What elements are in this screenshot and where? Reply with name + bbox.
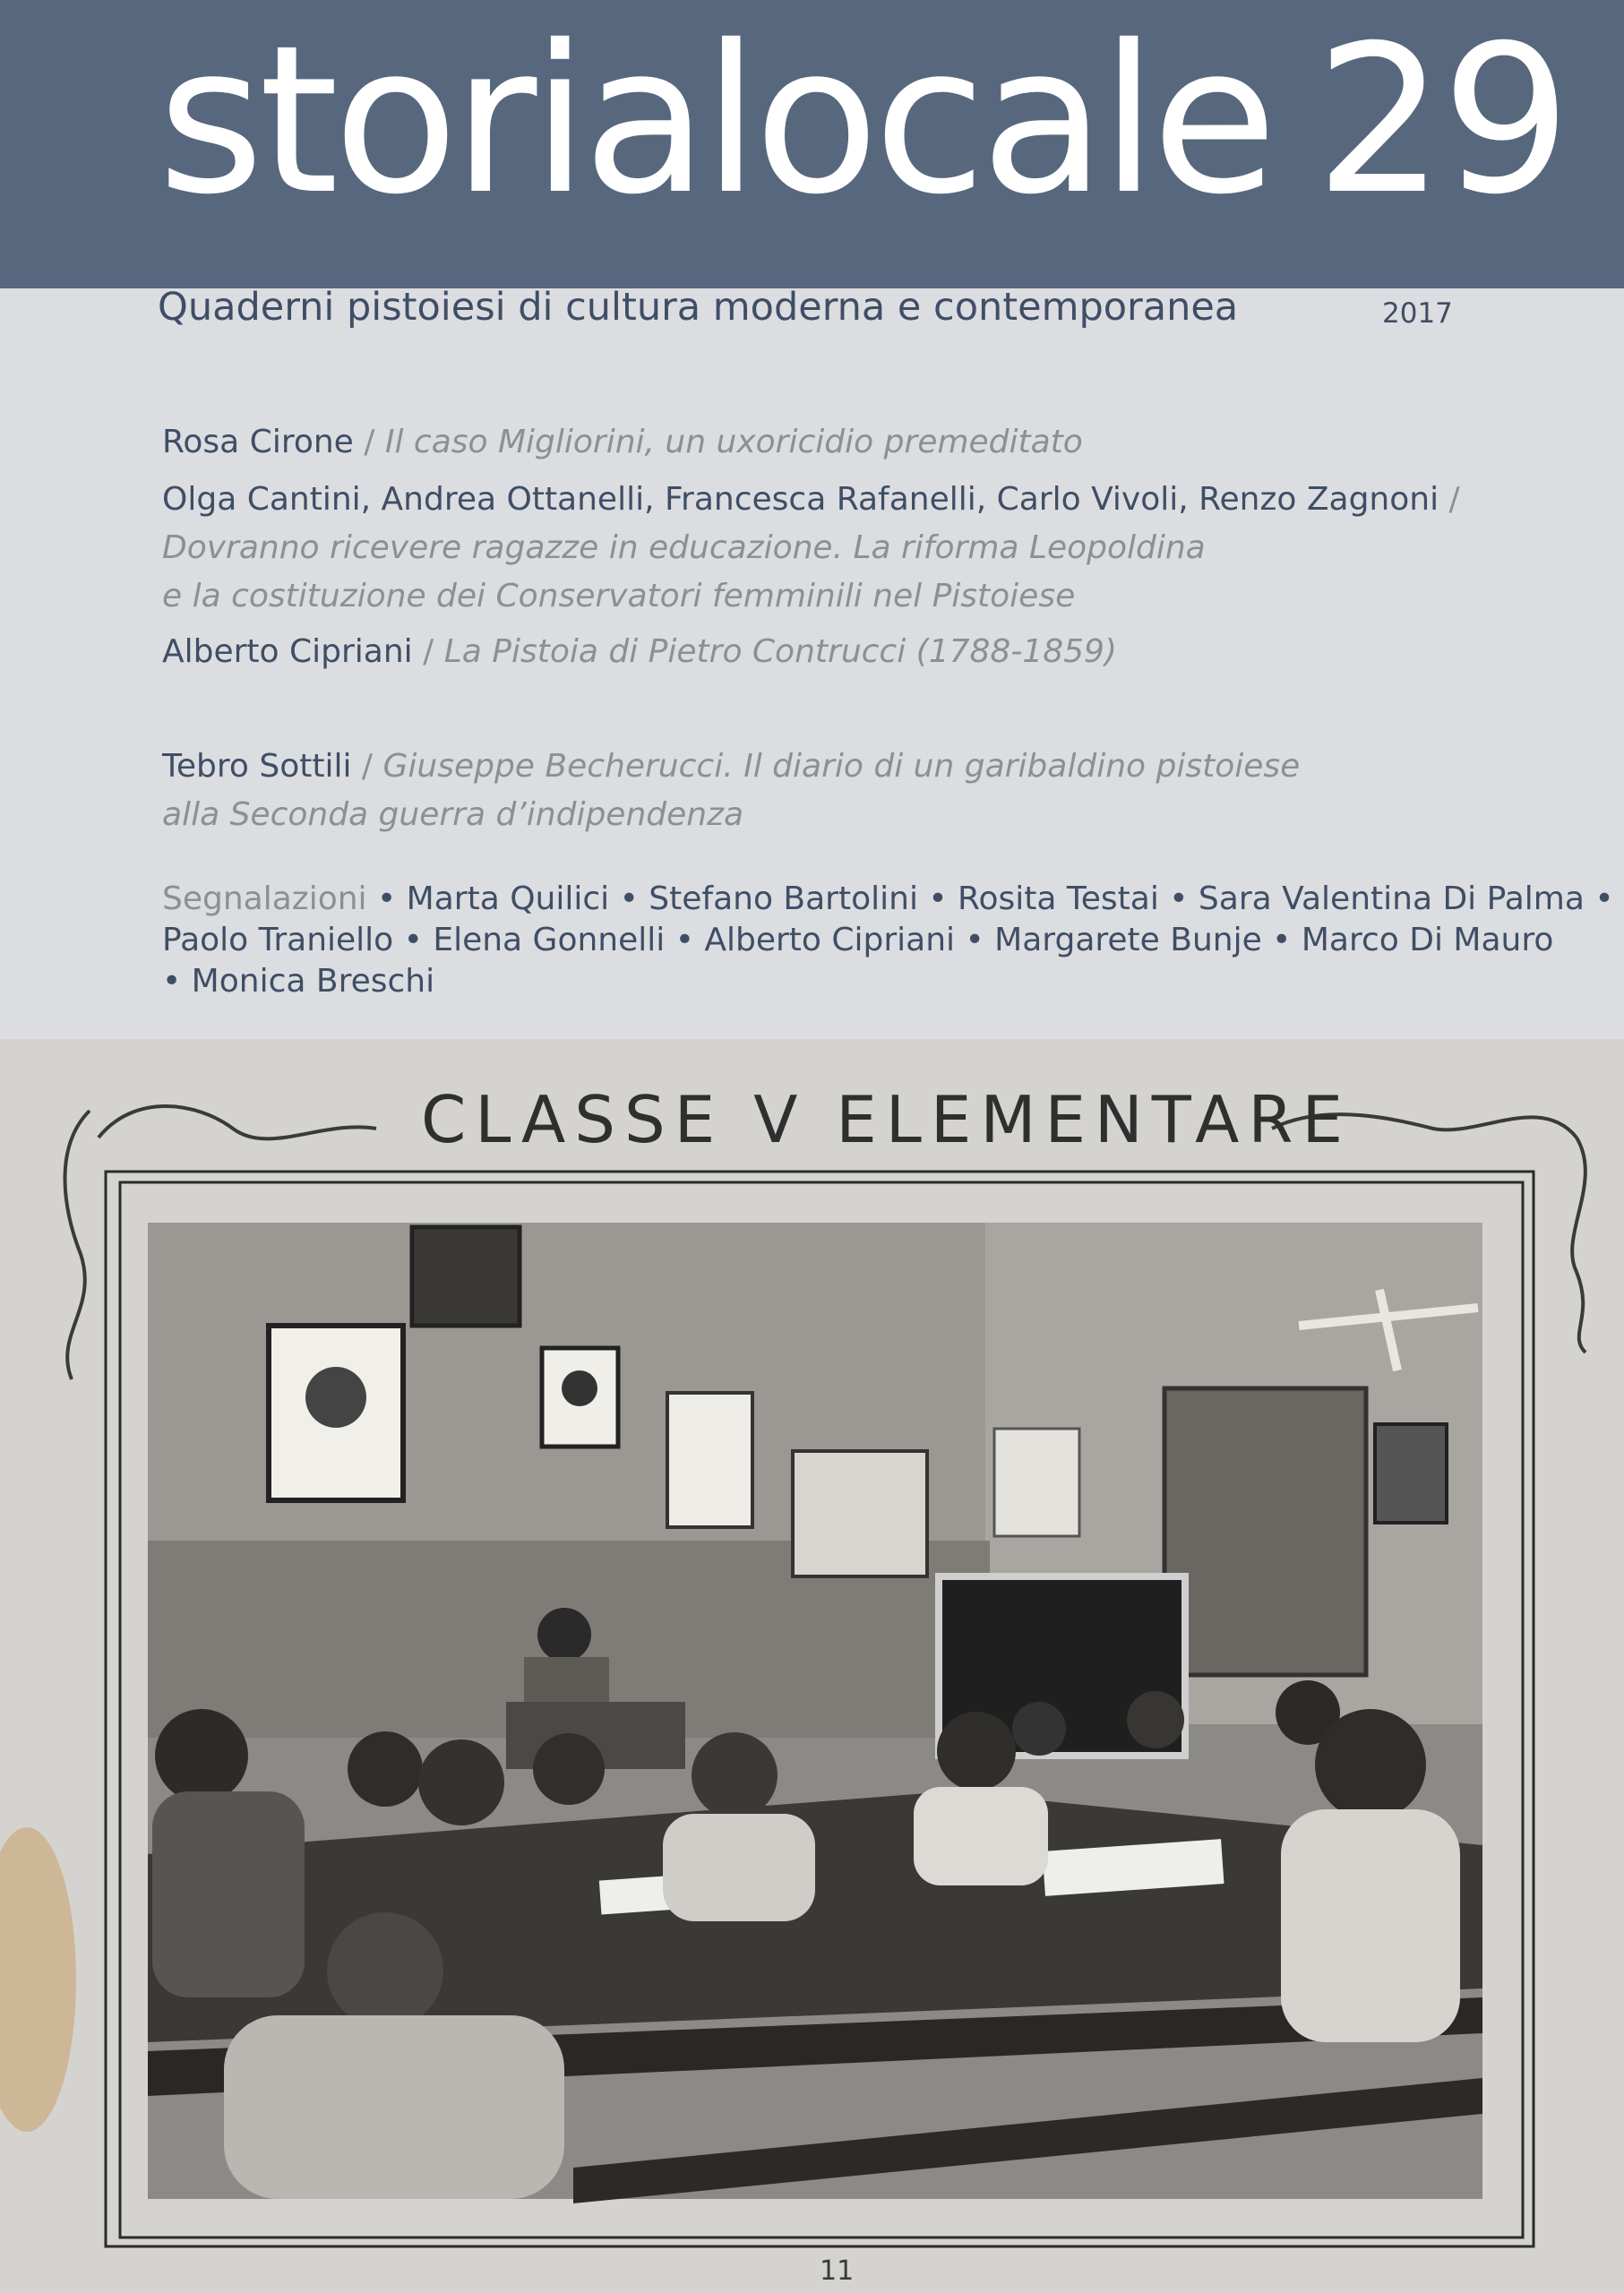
entry-separator: / <box>353 424 385 460</box>
entry-authors: Rosa Cirone <box>162 424 354 460</box>
segnalazioni-label: Segnalazioni <box>162 880 367 917</box>
photo-caption: CLASSE V ELEMENTARE <box>421 1082 1352 1157</box>
entry-separator: / <box>351 748 383 785</box>
segnalazioni-line-2: Paolo Traniello • Elena Gonnelli • Alberto Cipriani • Margarete Bunje • Marco Di Mauro <box>162 922 1554 958</box>
wall-map <box>1164 1388 1366 1675</box>
entry-title-line-2: alla Seconda guerra d’indipendenza <box>162 796 744 833</box>
segnalazioni-block <box>162 879 1614 1002</box>
issue-number: 29 <box>1315 1 1568 239</box>
journal-title <box>158 1 1568 239</box>
entry-authors: Alberto Cipriani <box>162 633 413 670</box>
segnalazioni-line-1: • Marta Quilici • Stefano Bartolini • Rosita Testai • Sara Valentina Di Palma • <box>366 880 1614 917</box>
contents-entry-4 <box>162 743 1300 839</box>
masthead-band <box>0 0 1624 288</box>
entry-separator: / <box>412 633 444 670</box>
entry-title-line-1: Dovranno ricevere ragazze in educazione. La riforma Leopoldina <box>162 529 1206 566</box>
classroom-photo-illustration <box>0 1039 1624 2293</box>
publication-year: 2017 <box>1382 297 1453 330</box>
entry-separator: / <box>1439 481 1460 518</box>
entry-authors: Tebro Sottili <box>162 748 352 785</box>
entry-title-line-2: e la costituzione dei Conservatori femminili nel Pistoiese <box>162 578 1076 614</box>
entry-title: Il caso Migliorini, un uxoricidio premeditato <box>384 424 1083 460</box>
entry-title: La Pistoia di Pietro Contrucci (1788-1859) <box>443 633 1117 670</box>
page-mark: 11 <box>820 2255 855 2287</box>
contents-entry-3 <box>162 628 1117 676</box>
entry-authors: Olga Cantini, Andrea Ottanelli, Francesca Rafanelli, Carlo Vivoli, Renzo Zagnoni <box>162 481 1439 518</box>
journal-name: storialocale <box>158 1 1273 239</box>
entry-title-line-1: Giuseppe Becherucci. Il diario di un garibaldino pistoiese <box>382 748 1301 785</box>
contents-entry-2 <box>162 476 1460 621</box>
segnalazioni-line-3: • Monica Breschi <box>162 963 435 1000</box>
contents-entry-1 <box>162 418 1083 467</box>
cover-photo <box>0 1039 1624 2293</box>
journal-subtitle: Quaderni pistoiesi di cultura moderna e contemporanea <box>158 285 1239 330</box>
